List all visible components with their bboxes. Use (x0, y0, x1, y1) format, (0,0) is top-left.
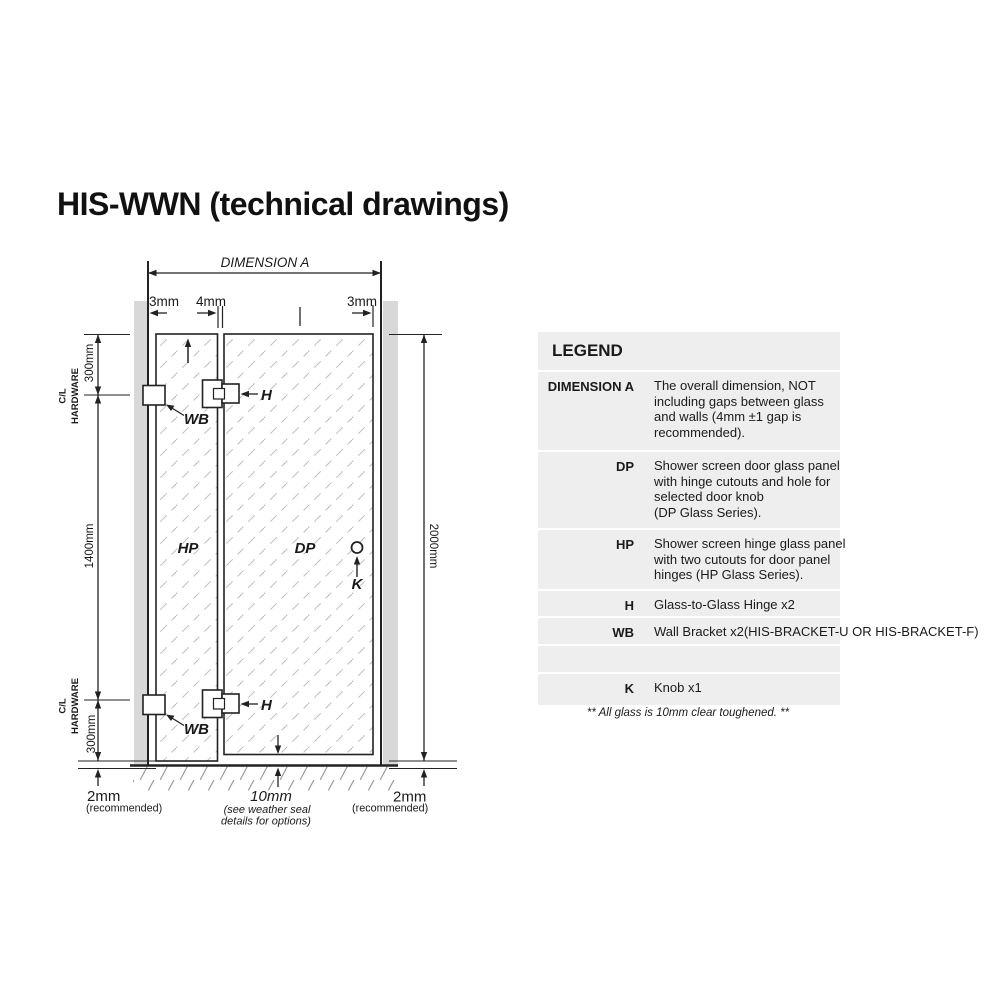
dim-300-bottom-label: 300mm (86, 714, 98, 754)
legend-footnote: ** All glass is 10mm clear toughened. ** (586, 707, 790, 719)
floor (130, 766, 398, 791)
hinge-bottom-notch (214, 699, 225, 710)
door-floor-gap-label: 10mm (250, 788, 292, 805)
right-wall-strip (383, 301, 398, 765)
hinge-panel-label: HP (177, 540, 199, 557)
knob-label: K (351, 576, 363, 593)
page-title: HIS-WWN (technical drawings) (57, 186, 509, 222)
legend-term (538, 646, 634, 672)
door-floor-gap-note2: details for options) (221, 815, 311, 828)
hinge-bottom-label: H (261, 697, 272, 714)
legend-term: DIMENSION A (547, 379, 634, 394)
legend-row-h (538, 591, 840, 618)
legend-desc: Shower screen door glass panel with hinge cutouts and hole for selected door knob (DP Glass Series). (654, 458, 840, 520)
legend-row-hp (538, 530, 846, 591)
legend-desc: Wall Bracket x2(HIS-BRACKET-U OR HIS-BRACKET-F) (654, 624, 979, 639)
hinge-top-label: H (261, 387, 272, 404)
legend-term: DP (615, 459, 634, 474)
wall-bracket-bottom-label: WB (184, 721, 209, 738)
floor-gap-right-note: (recommended) (352, 802, 429, 815)
dim-2000-label: 2000mm (427, 523, 439, 569)
floor-gap-left-label: 2mm (87, 788, 121, 805)
legend-desc: Shower screen hinge glass panel with two cutouts for door panel hinges (HP Glass Series). (654, 536, 846, 583)
door-panel-label: DP (294, 540, 316, 557)
door-floor-gap-note1: (see weather seal (223, 804, 311, 816)
right-dimension (389, 335, 457, 787)
legend-desc: Knob x1 (654, 680, 702, 695)
wall-bracket-top-label: WB (184, 411, 209, 428)
floor-gap-right-label: 2mm (393, 788, 427, 806)
floor-gap-left-note: (recommended) (86, 802, 163, 815)
dimension-a-label: DIMENSION A (220, 255, 310, 270)
arrowhead-right (373, 270, 382, 276)
gap-left-label: 3mm (149, 294, 179, 309)
hinge-top-notch (214, 389, 225, 400)
cl-hardware-top-line1: C/L (57, 388, 69, 404)
cl-hardware-bottom-line2: HARDWARE (70, 678, 81, 734)
legend-row-empty (538, 646, 840, 674)
legend-panel (538, 332, 979, 705)
gap-middle-label: 4mm (196, 294, 226, 309)
wall-bracket-top (143, 386, 165, 406)
gap-right-label: 3mm (347, 294, 377, 309)
knob-hole (352, 542, 363, 553)
wall-bracket-bottom (143, 695, 165, 715)
cl-hardware-bottom-line1: C/L (57, 698, 69, 714)
legend-row-dimension-a (538, 372, 840, 452)
legend-row-k (538, 674, 840, 705)
legend-term: K (624, 681, 634, 696)
legend-row-dp (538, 452, 840, 530)
dim-300-top-label: 300mm (84, 343, 96, 383)
legend-row-wb (538, 618, 979, 646)
gap-dimensions (149, 294, 377, 328)
legend-title: LEGEND (538, 332, 840, 372)
cl-hardware-top-line2: HARDWARE (70, 368, 81, 424)
legend-desc: Glass-to-Glass Hinge x2 (654, 597, 795, 612)
legend-term: H (624, 598, 634, 613)
arrowhead-left (148, 270, 157, 276)
legend-term: HP (615, 537, 634, 552)
dim-1400-label: 1400mm (84, 523, 96, 569)
floor-hatch (133, 767, 398, 791)
legend-term: WB (612, 625, 634, 640)
dimension-a (148, 255, 381, 276)
legend-desc: The overall dimension, NOT including gaps between glass and walls (4mm ±1 gap is recommended). (654, 378, 824, 440)
